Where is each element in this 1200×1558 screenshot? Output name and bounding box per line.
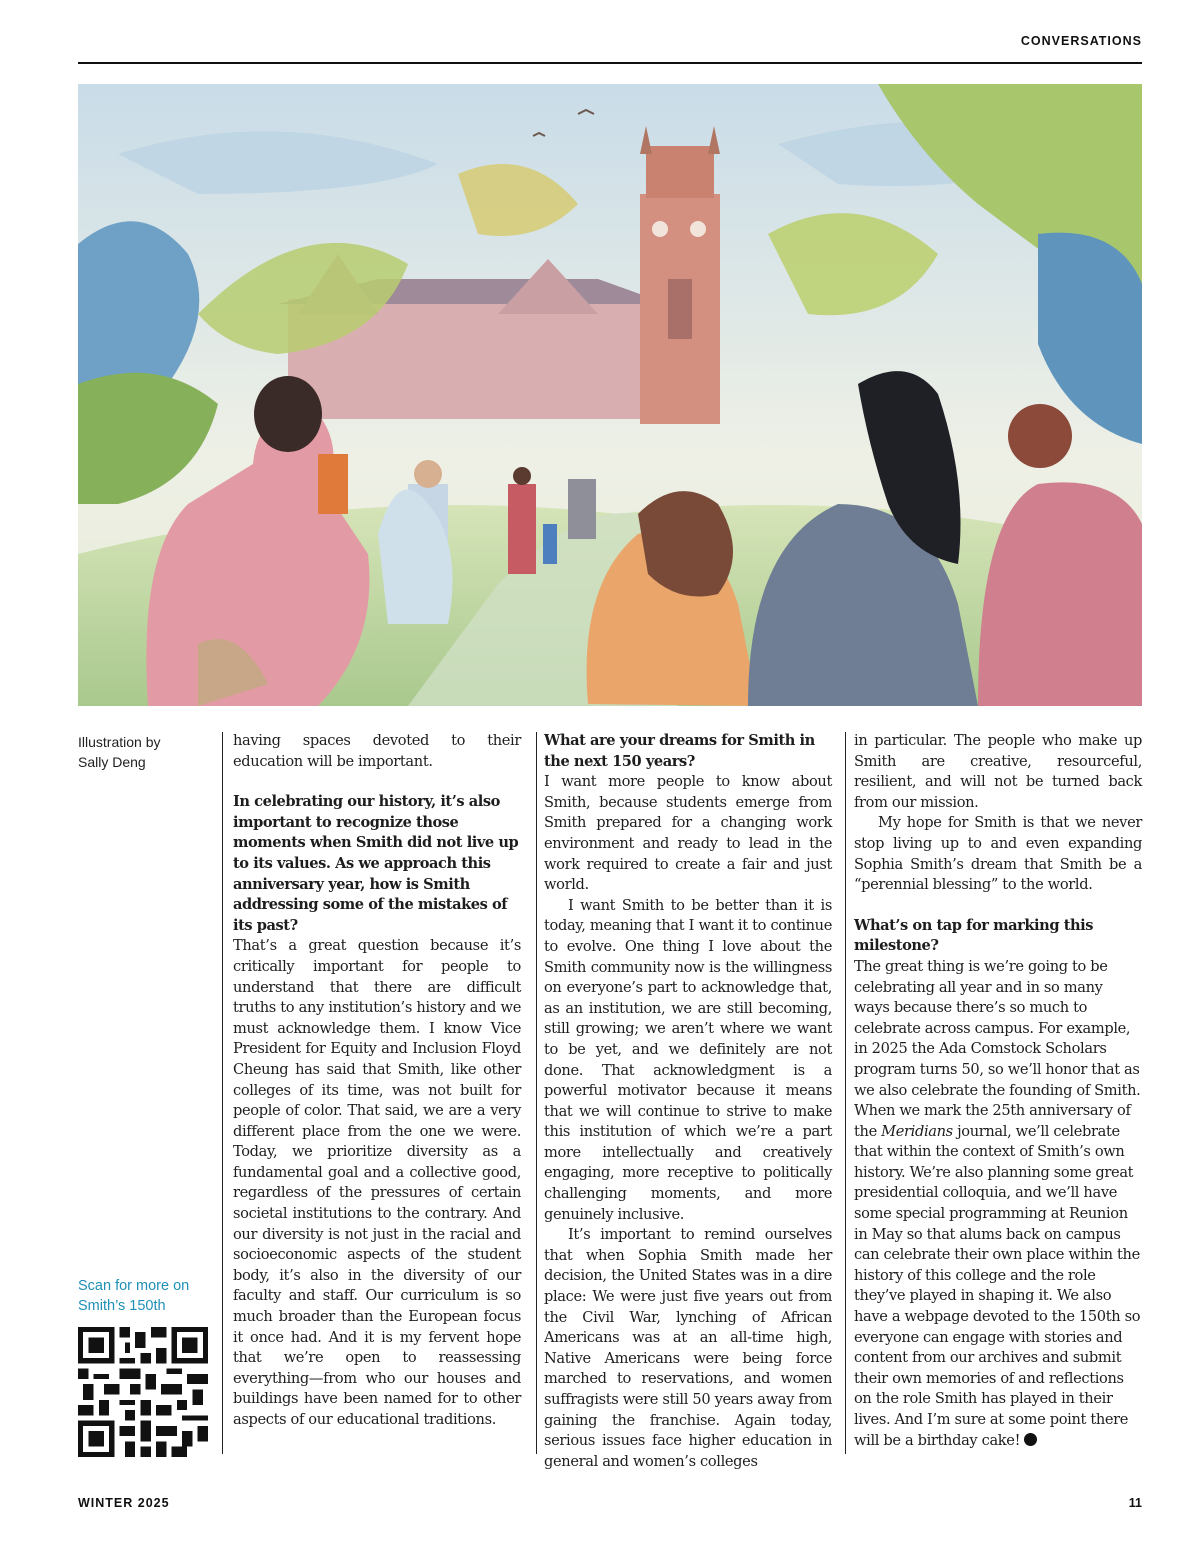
interview-question: In celebrating our history, it’s also important to recognize those moments when Smith did not live up to its values. As we approach this anniversary year, how is Smith addressing some of the mistakes of its past? xyxy=(233,793,519,934)
qr-caption xyxy=(78,1276,218,1316)
column-rule-1 xyxy=(222,732,223,1454)
paragraph: It’s important to remind ourselves that when Sophia Smith made her decision, the United States was in a dire place: We were just five years out from the Civil War, lynching of African Americans was at an all-time high, Native Americans were being force marched to reservations, and women suffragists were still 50 years away from gaining the franchise. Again today, serious issues face higher education in general and women’s colleges xyxy=(544,1226,832,1470)
journal-title: Meridians xyxy=(881,1122,953,1140)
paragraph xyxy=(854,957,1142,1451)
article-column-2 xyxy=(544,731,832,1472)
paragraph: having spaces devoted to their education will be important. xyxy=(233,732,521,770)
credit-line-2: Sally Deng xyxy=(78,754,146,770)
interview-question: What are your dreams for Smith in the next 150 years? xyxy=(544,732,815,770)
column-rule-3 xyxy=(845,732,846,1454)
section-label: CONVERSATIONS xyxy=(1020,34,1142,48)
credit-line-1: Illustration by xyxy=(78,734,161,750)
paragraph: That’s a great question because it’s critically important for people to understand that there are difficult truths to any institution’s history and we must acknowledge them. I know Vice President for Equity and Inclusion Floyd Cheung has said that Smith, like other colleges of its time, was not built for people of color. That said, we are a very different place from the one we were. Today, we prioritize diversity as a fundamental goal and a collective good, regardless of the pressures of certain societal institutions to the contrary. And our diversity is not just in the racial and socioeconomic aspects of the student body, it’s also in the diversity of our faculty and staff. Our curriculum is so much broader than the European focus it once had. And it is my fervent hope that we’re open to reassessing everything—from who our houses and buildings have been named for to other aspects of our educational traditions. xyxy=(233,937,521,1428)
paragraph: I want more people to know about Smith, because students emerge from Smith prepared for a changing work environment and ready to lead in the work required to create a fair and just world. xyxy=(544,773,832,894)
article-column-1 xyxy=(233,731,521,1431)
paragraph-text: journal, we’ll celebrate that within the context of Smith’s own history. We’re also planning some great presidential colloquia, and we’ll have some special programming at Reunion in May so that alums back on campus can celebrate their own place within the history of this college and the role they’ve played in shaping it. We also have a webpage devoted to the 150th so everyone can engage with stories and content from our archives and submit their own memories of and reflections on the role Smith has played in their lives. And I’m sure at some point there will be a birthday cake! xyxy=(854,1122,1141,1449)
campus-illustration xyxy=(78,84,1142,706)
illustration-credit xyxy=(78,732,218,772)
qr-caption-line-2: Smith’s 150th xyxy=(78,1298,166,1314)
column-rule-2 xyxy=(536,732,537,1454)
qr-caption-line-1: Scan for more on xyxy=(78,1278,190,1294)
paragraph-text: The great thing is we’re going to be celebrating all year and in so many ways because there’s so much to celebrate across campus. For example, in 2025 the Ada Comstock Scholars program turns 50, so we’ll honor that as we also celebrate the founding of Smith. When we mark the 25th anniversary of the xyxy=(854,957,1141,1140)
paragraph: I want Smith to be better than it is today, meaning that I want it to continue to evolve. One thing I love about the Smith community now is the willingness on everyone’s part to acknowledge that, as an institution, we are still becoming, still growing; we aren’t where we want to be yet, and we definitely are not done. That acknowledgment is a powerful motivator because it means that we will continue to strive to make this institution of which we’re a part more intellectually and creatively engaging, more receptive to politically challenging moments, and more genuinely inclusive. xyxy=(544,896,832,1223)
paragraph: in particular. The people who make up Smith are creative, resourceful, resilient, and will not be turned back from our mission. xyxy=(854,732,1142,811)
article-column-3 xyxy=(854,731,1142,1451)
header-rule xyxy=(78,62,1142,64)
end-mark-icon xyxy=(1024,1433,1037,1446)
paragraph: My hope for Smith is that we never stop living up to and even expanding Sophia Smith’s dream that Smith be a “perennial blessing” to the world. xyxy=(854,814,1142,894)
illustration-art xyxy=(78,84,1142,706)
page-number: 11 xyxy=(1128,1496,1142,1510)
interview-question: What’s on tap for marking this milestone? xyxy=(854,916,1094,955)
issue-label: WINTER 2025 xyxy=(78,1496,170,1510)
qr-code-icon[interactable] xyxy=(78,1327,208,1457)
